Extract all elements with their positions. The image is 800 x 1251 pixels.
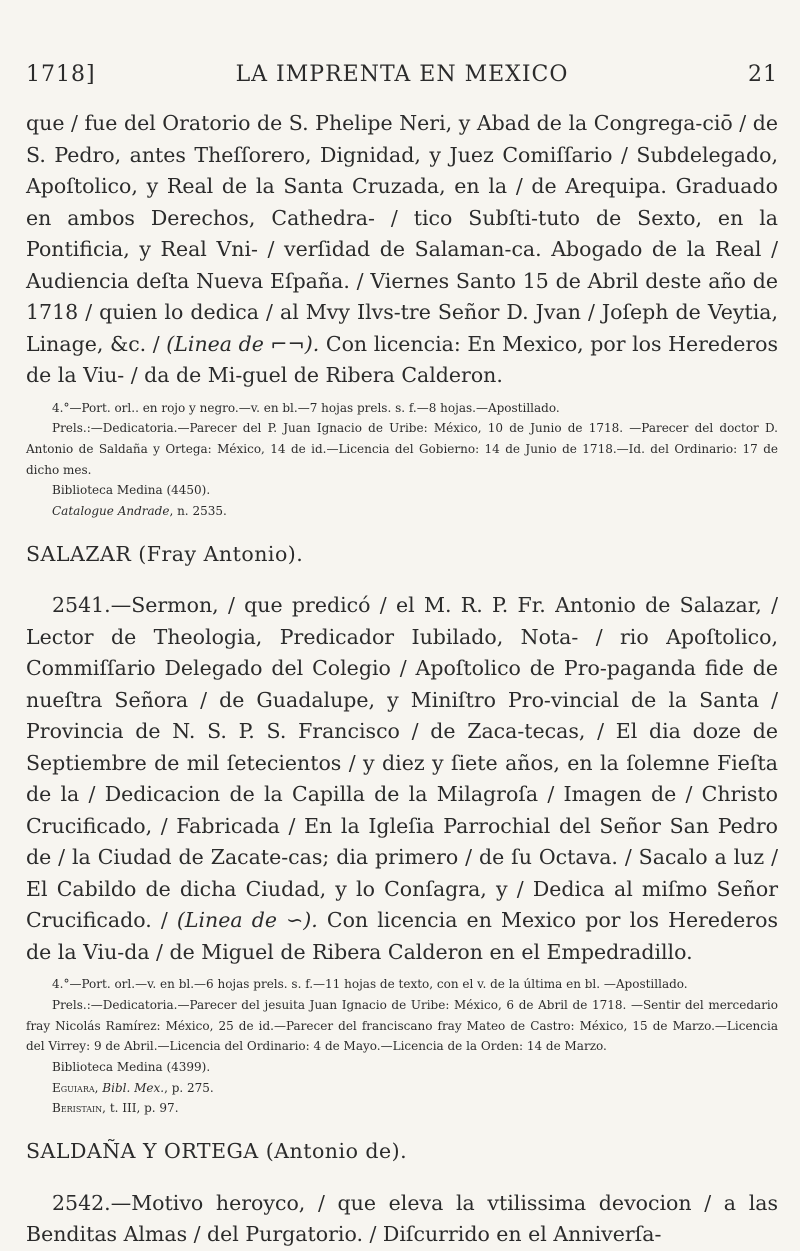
- entry-number: 2542.: [52, 1190, 111, 1215]
- running-header: [26, 62, 778, 92]
- entry-2542-author: SALDAÑA Y ORTEGA (Antonio de).: [26, 1139, 408, 1164]
- entry-2541-author: SALAZAR (Fray Antonio).: [26, 541, 304, 566]
- entry-2541-title: 2541.—Sermon, / que predicó / el M. R. P. Fr. Antonio de Salazar, / Lector de Theologia, Predicador Iubilado, Nota- / rio Apoſtolico, Commiſſario Delegado del Colegio / Apoſtolico de Pro-paganda fide de nueſtra Señora / de Guadalupe, y Miniſtro Pro-vincial de la Santa / Provincia de N. S. P. S. Francisco / de Zaca-tecas, / El dia doze de Septiembre de mil ſetecientos / y diez y ſiete años, en la ſolemne Fieſta de la / Dedicacion de la Capilla de la Milagroſa / Imagen de / Christo Crucificado, / Fabricada / En la Igleſia Parrochial del Señor San Pedro de / la Ciudad de Zacate-cas; dia primero / de ſu Octava. / Sacalo a luz / El Cabildo de dicha Ciudad, y lo Conſagra, y / Dedica al miſmo Señor Crucificado. / (Linea de ∽). Con licencia en Mexico por los Herederos de la Viu-da / de Miguel de Ribera Calderon en el Empedradillo.: [26, 593, 778, 964]
- entry-2541-notes: [26, 974, 778, 1119]
- bibliographic-note: 4.°—Port. orl.. en rojo y negro.—v. en bl.—7 hojas prels. s. f.—8 hojas.—Apostillado.: [52, 400, 560, 415]
- bibliographic-note: 4.°—Port. orl.—v. en bl.—6 hojas prels. s. f.—11 hojas de texto, con el v. de la última en bl. —Apostillado.: [52, 977, 688, 992]
- bibliographic-note: Prels.:—Dedicatoria.—Parecer del jesuita Juan Ignacio de Uribe: México, 6 de Abril de 1718. —Sentir del mercedario fray Nicolás Ramírez: México, 25 de id.—Parecer del franciscano fray Mateo de Castro: México, 15 de Marzo.—Licencia del Virrey: 9 de Abril.—Licencia del Ordinario: 4 de Mayo.—Licencia de la Orden: 14 de Marzo.: [26, 997, 778, 1054]
- library-reference: Biblioteca Medina (4399).: [52, 1060, 211, 1075]
- header-title: LA IMPRENTA EN MEXICO: [235, 62, 569, 87]
- entry-2540-notes: [26, 398, 778, 522]
- entry-2542-title: 2542.—Motivo heroyco, / que eleva la vtilissima devocion / a las Benditas Almas / del Purgatorio. / Diſcurrido en el Anniverſa-: [26, 1190, 778, 1247]
- entry-2540-title-continued: que / fue del Oratorio de S. Phelipe Neri, y Abad de la Congrega-ciō / de S. Pedro, antes Theſſorero, Dignidad, y Juez Comiſſario / Subdelegado, Apoſtolico, y Real de la Santa Cruzada, en la / de Arequipa. Graduado en ambos Derechos, Cathedra- / tico Subſti-tuto de Sexto, en la Pontificia, y Real Vni- / verſidad de Salaman-ca. Abogado de la Real / Audiencia deſta Nueva Eſpaña. / Viernes Santo 15 de Abril deste año de 1718 / quien lo dedica / al Mvy Ilvs-tre Señor D. Jvan / Joſeph de Veytia, Linage, &c. / (Linea de ⌐¬). Con licencia: En Mexico, por los Herederos de la Viu- / da de Mi-guel de Ribera Calderon.: [26, 111, 778, 387]
- catalogue-reference: Beristain, t. III, p. 97.: [52, 1101, 179, 1116]
- bibliographic-note: Prels.:—Dedicatoria.—Parecer del P. Juan Ignacio de Uribe: México, 10 de Junio de 1718. —Parecer del doctor D. Antonio de Saldaña y Ortega: México, 14 de id.—Licencia del Gobierno: 14 de Junio de 1718.—Id. del Ordinario: 17 de dicho mes.: [26, 421, 778, 477]
- page-body: [26, 108, 778, 1251]
- header-year: 1718]: [26, 62, 96, 87]
- library-reference: Biblioteca Medina (4450).: [52, 483, 211, 498]
- catalogue-reference: Catalogue Andrade, n. 2535.: [52, 504, 227, 519]
- catalogue-reference: Eguiara, Bibl. Mex., p. 275.: [52, 1080, 214, 1095]
- entry-number: 2541.: [52, 593, 111, 618]
- page-number: 21: [748, 62, 778, 87]
